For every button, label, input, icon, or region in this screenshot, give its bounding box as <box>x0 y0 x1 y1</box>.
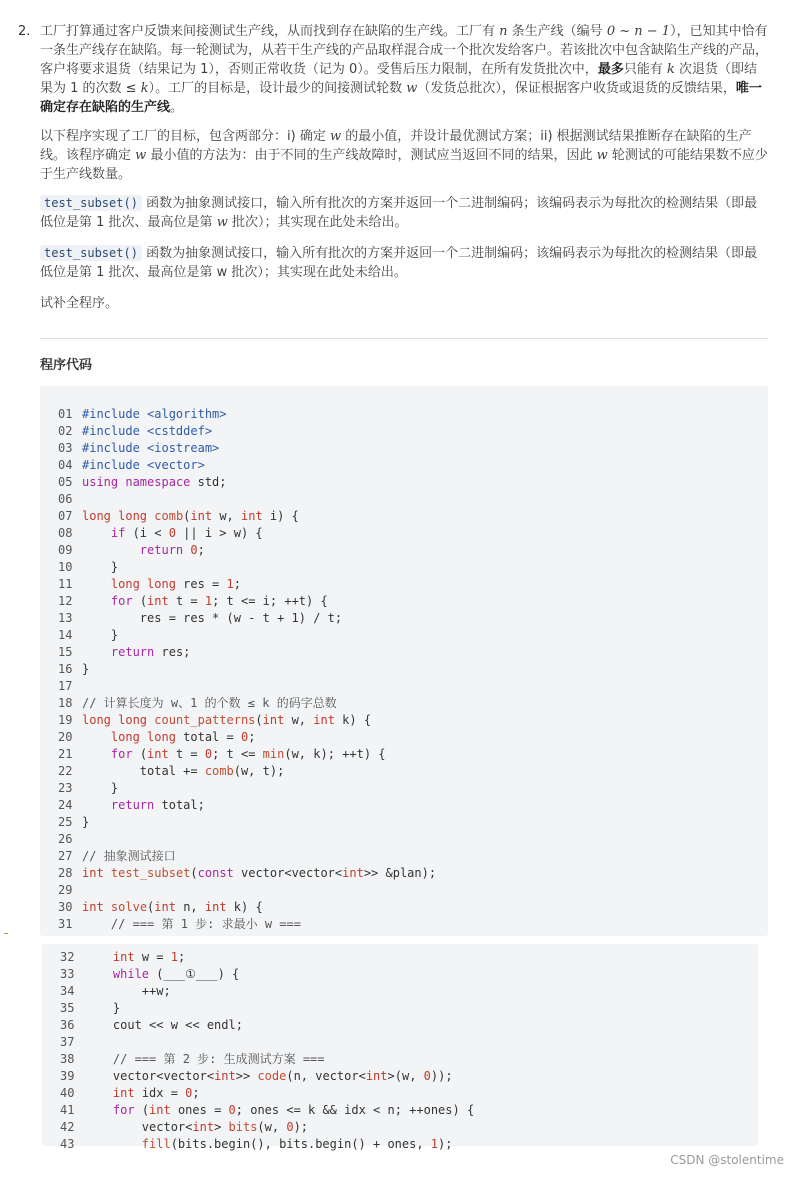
code-line: 31 // === 第 1 步: 求最小 w === <box>58 917 301 931</box>
blank-1: (___①___) { <box>149 967 240 981</box>
code-line: 42 vector<int> bits(w, 0); <box>60 1120 309 1134</box>
code-line: 13 res = res * (w - t + 1) / t; <box>58 611 343 625</box>
code-line: 25 } <box>58 815 90 829</box>
code-line: 32 int w = 1; <box>60 950 186 964</box>
code-line: 34 ++w; <box>60 984 171 998</box>
code-line: 15 return res; <box>58 645 191 659</box>
code-line: 37 <box>60 1035 75 1049</box>
code-line: 43 fill(bits.begin(), bits.begin() + ones, 1); <box>60 1137 453 1151</box>
watermark: CSDN @stolentime <box>670 1153 784 1167</box>
code-line: 19 long long count_patterns(int w, int k) { <box>58 713 372 727</box>
subset-note-1: test_subset() 函数为抽象测试接口，输入所有批次的方案并返回一个二进制编码；该编码表示为每批次的检测结果（即最低位是第 1 批次、最高位是第 w 批次）；其实现在此处未给出。 <box>40 196 758 230</box>
code-line: 29 <box>58 883 73 897</box>
subset-note-2: test_subset() 函数为抽象测试接口，输入所有批次的方案并返回一个二进制编码；该编码表示为每批次的检测结果（即最低位是第 1 批次、最高位是第 w 批次）；其实现在此处未给出。 <box>40 246 758 280</box>
code-line: 39 vector<vector<int>> code(n, vector<int>(w, 0)); <box>60 1069 453 1083</box>
code-line: 07 long long comb(int w, int i) { <box>58 509 299 523</box>
problem-paragraph-2: 以下程序实现了工厂的目标，包含两部分：i) 确定 w 的最小值，并设计最优测试方案；ii) 根据测试结果推断存在缺陷的生产线。该程序确定 w 最小值的方法为：由于不同的生产线故障时，测试应当返回不同的结果，因此 w 轮测试的可能结果数不应少于生产线数量。 <box>40 129 768 182</box>
code-line: 27 // 抽象测试接口 <box>58 849 176 863</box>
code-line: 40 int idx = 0; <box>60 1086 200 1100</box>
code-line: 28 int test_subset(const vector<vector<int>> &plan); <box>58 866 437 880</box>
problem-paragraph-1: 工厂打算通过客户反馈来间接测试生产线，从而找到存在缺陷的生产线。工厂有 n 条生产线（编号 0 ~ n − 1），已知其中恰有一条生产线存在缺陷。每一轮测试为，从若干生产线的产品取样混合成一个批次发给客户。若该批次中包含缺陷生产线的产品，客户将要求退货（结果记为 1），否则正常收货（记为 0）。受售后压力限制，在所有发货批次中，最多只能有 k 次退货（即结果为 1 的次数 ≤ k）。工厂的目标是，设计最少的间接测试轮数 w（发货总批次），保证根据客户收货或退货的反馈结果，唯一确定存在缺陷的生产线。 <box>40 24 769 115</box>
code-line: 16 } <box>58 662 90 676</box>
code-line: 30 int solve(int n, int k) { <box>58 900 263 914</box>
code-line: 26 <box>58 832 73 846</box>
code-block-2 <box>42 944 758 1151</box>
code-line: 03 #include <iostream> <box>58 441 220 455</box>
code-line: 02 #include <cstddef> <box>58 424 213 438</box>
code-line: 33 while (___①___) { <box>60 967 240 981</box>
instruction: 试补全程序。 <box>40 296 119 311</box>
code-line: 22 total += comb(w, t); <box>58 764 285 778</box>
code-line: 35 } <box>60 1001 121 1015</box>
question-number: 2. <box>18 24 31 39</box>
code-line: 06 <box>58 492 73 506</box>
code-line: 23 } <box>58 781 119 795</box>
code-line: 10 } <box>58 560 119 574</box>
code-line: 09 return 0; <box>58 543 205 557</box>
code-line: 24 return total; <box>58 798 205 812</box>
code-line: 12 for (int t = 1; t <= i; ++t) { <box>58 594 328 608</box>
code-line: 04 #include <vector> <box>58 458 205 472</box>
code-block-1 <box>40 386 768 936</box>
code-line: 21 for (int t = 0; t <= min(w, k); ++t) { <box>58 747 386 761</box>
inline-code-test-subset: test_subset() <box>40 195 142 211</box>
code-line: 20 long long total = 0; <box>58 730 256 744</box>
code-line: 01 #include <algorithm> <box>58 407 227 421</box>
code-line: 18 // 计算长度为 w、1 的个数 ≤ k 的码字总数 <box>58 696 337 710</box>
code-line: 05 using namespace std; <box>58 475 227 489</box>
inline-code-test-subset: test_subset() <box>40 245 142 261</box>
code-line: 08 if (i < 0 || i > w) { <box>58 526 263 540</box>
code-line: 14 } <box>58 628 119 642</box>
code-line: 36 cout << w << endl; <box>60 1018 243 1032</box>
code-line: 38 // === 第 2 步: 生成测试方案 === <box>60 1052 325 1066</box>
problem-statement <box>18 22 770 325</box>
divider <box>40 338 768 339</box>
code-line: 17 <box>58 679 73 693</box>
scan-mark <box>4 933 8 934</box>
code-line: 41 for (int ones = 0; ones <= k && idx < n; ++ones) { <box>60 1103 475 1117</box>
code-line: 11 long long res = 1; <box>58 577 241 591</box>
code-section-title: 程序代码 <box>40 358 93 373</box>
